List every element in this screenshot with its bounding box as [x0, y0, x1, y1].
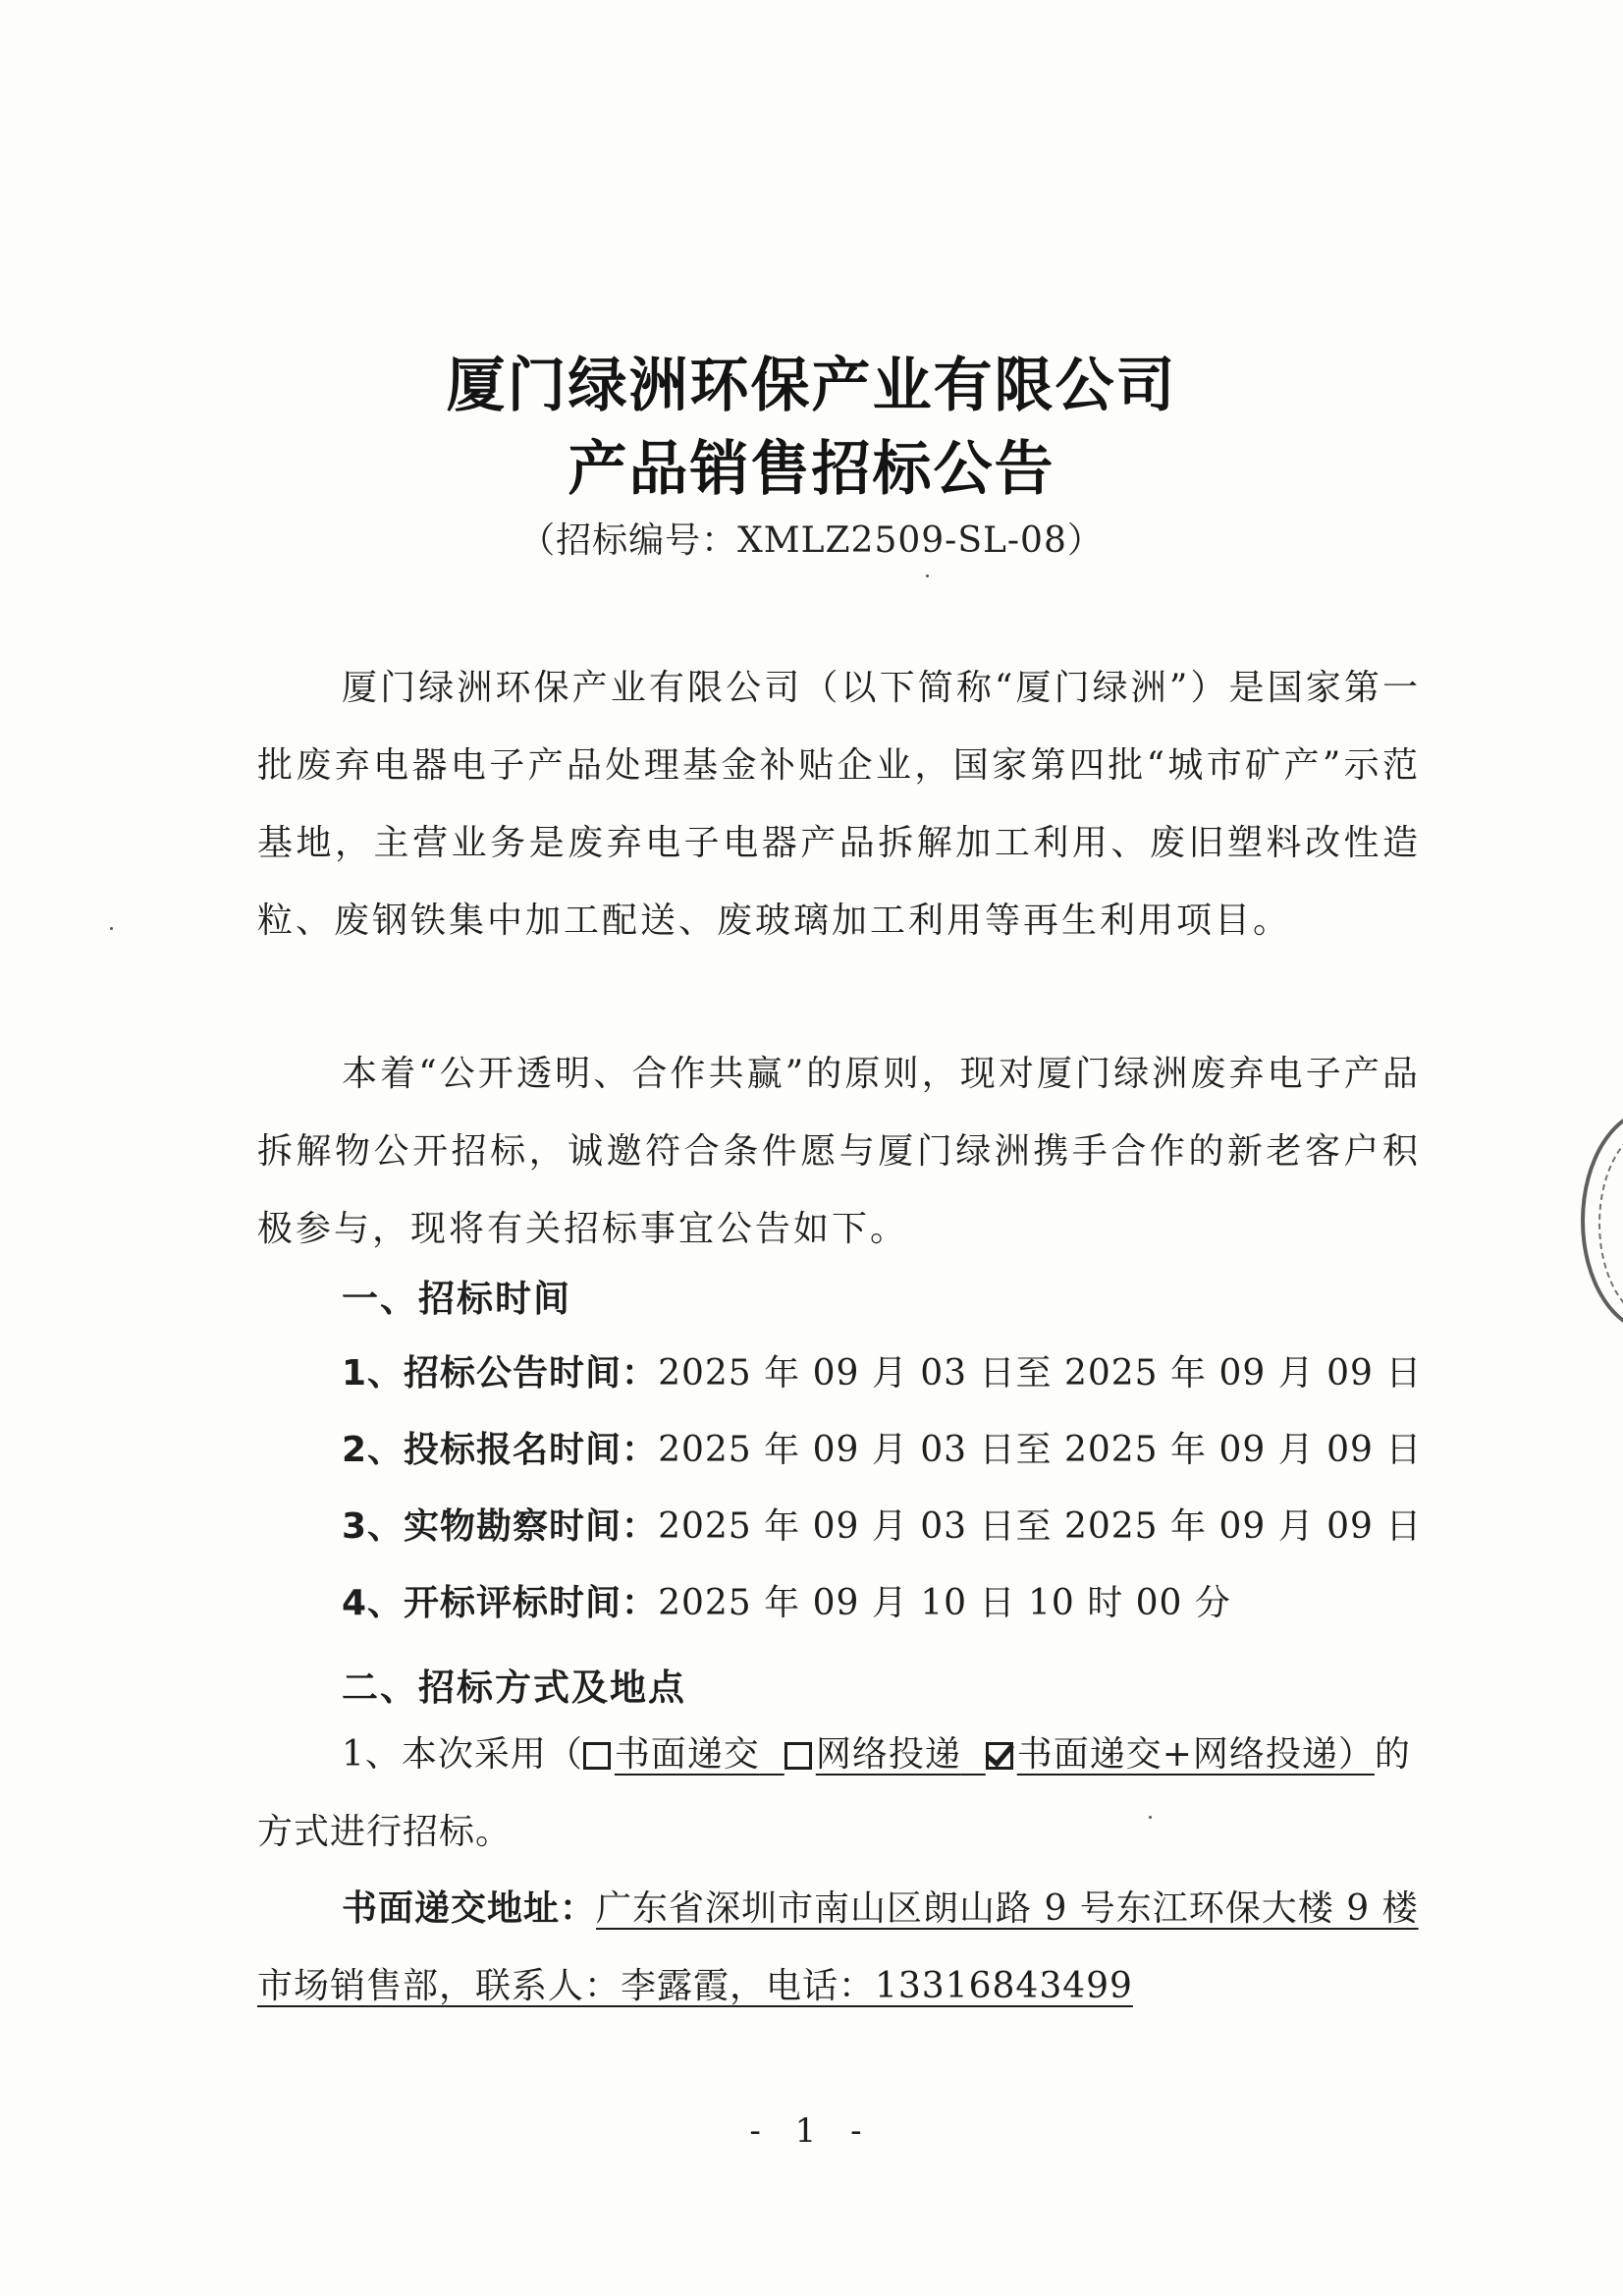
address-value: 广东省深圳市南山区朗山路 9 号东江环保大楼 9 楼市场销售部，联系人：李露霞，电话：13316843499: [257, 1888, 1419, 2006]
method-prefix: 1、本次采用（: [342, 1734, 583, 1775]
method-option-both: 书面递交+网络投: [1016, 1734, 1302, 1775]
method-options: [583, 1734, 1375, 1775]
page-number: - 1 -: [749, 2111, 874, 2151]
document-title-line2: 产品销售招标公告: [568, 435, 1055, 504]
scan-speck: [926, 574, 929, 577]
time-item-label: 2、投标报名时间：: [342, 1430, 659, 1470]
scan-speck: [110, 927, 113, 930]
section-heading-bid-time: 一、招标时间: [342, 1278, 571, 1320]
time-item: [342, 1345, 1422, 1395]
document-title-line1: 厦门绿洲环保产业有限公司: [446, 352, 1177, 420]
method-suffix: 的方式进行招标。: [257, 1734, 1411, 1852]
intro-paragraph: 厦门绿洲环保产业有限公司（以下简称“厦门绿洲”）是国家第一批废弃电器电子产品处理基金补贴企业，国家第四批“城市矿产”示范基地，主营业务是废弃电子电器产品拆解加工利用、废旧塑料改性造粒、废钢铁集中加工配送、废玻璃加工利用等再生利用项目。: [257, 668, 1421, 941]
written-submission-address: [257, 1870, 1421, 2025]
principle-paragraph: 本着“公开透明、合作共赢”的原则，现对厦门绿洲废弃电子产品拆解物公开招标，诚邀符合条件愿与厦门绿洲携手合作的新老客户积极参与，现将有关招标事宜公告如下。: [257, 1054, 1421, 1249]
time-item-label: 4、开标评标时间：: [342, 1583, 659, 1623]
time-item-label: 1、招标公告时间：: [342, 1353, 659, 1394]
bid-method-line: [257, 1716, 1421, 1871]
method-option-both-tail: 递）: [1301, 1734, 1375, 1775]
time-item-label: 3、实物勘察时间：: [342, 1506, 659, 1547]
time-item-value: 2025 年 09 月 03 日至 2025 年 09 月 09 日: [658, 1506, 1423, 1547]
checkbox-empty-icon: [784, 1742, 812, 1770]
method-option-written: 书面递交: [614, 1734, 760, 1775]
time-item-value: 2025 年 09 月 03 日至 2025 年 09 月 09 日: [658, 1353, 1423, 1394]
scan-speck: [1149, 1816, 1152, 1819]
time-item-value: 2025 年 09 月 10 日 10 时 00 分: [658, 1583, 1231, 1623]
time-item-value: 2025 年 09 月 03 日至 2025 年 09 月 09 日: [658, 1430, 1423, 1470]
seal-stamp-inner-ring: [1598, 1125, 1623, 1322]
section-heading-bid-method: 二、招标方式及地点: [342, 1667, 686, 1709]
time-item: [342, 1575, 1231, 1625]
bid-code: （招标编号：XMLZ2509-SL-08）: [519, 520, 1104, 561]
seal-stamp: [1581, 1108, 1623, 1334]
checkbox-empty-icon: [583, 1742, 611, 1770]
time-item: [342, 1499, 1422, 1549]
address-label: 书面递交地址：: [342, 1888, 597, 1929]
method-option-online: 网络投递: [815, 1734, 961, 1775]
time-item: [342, 1422, 1422, 1472]
checkbox-checked-icon: [986, 1742, 1013, 1770]
